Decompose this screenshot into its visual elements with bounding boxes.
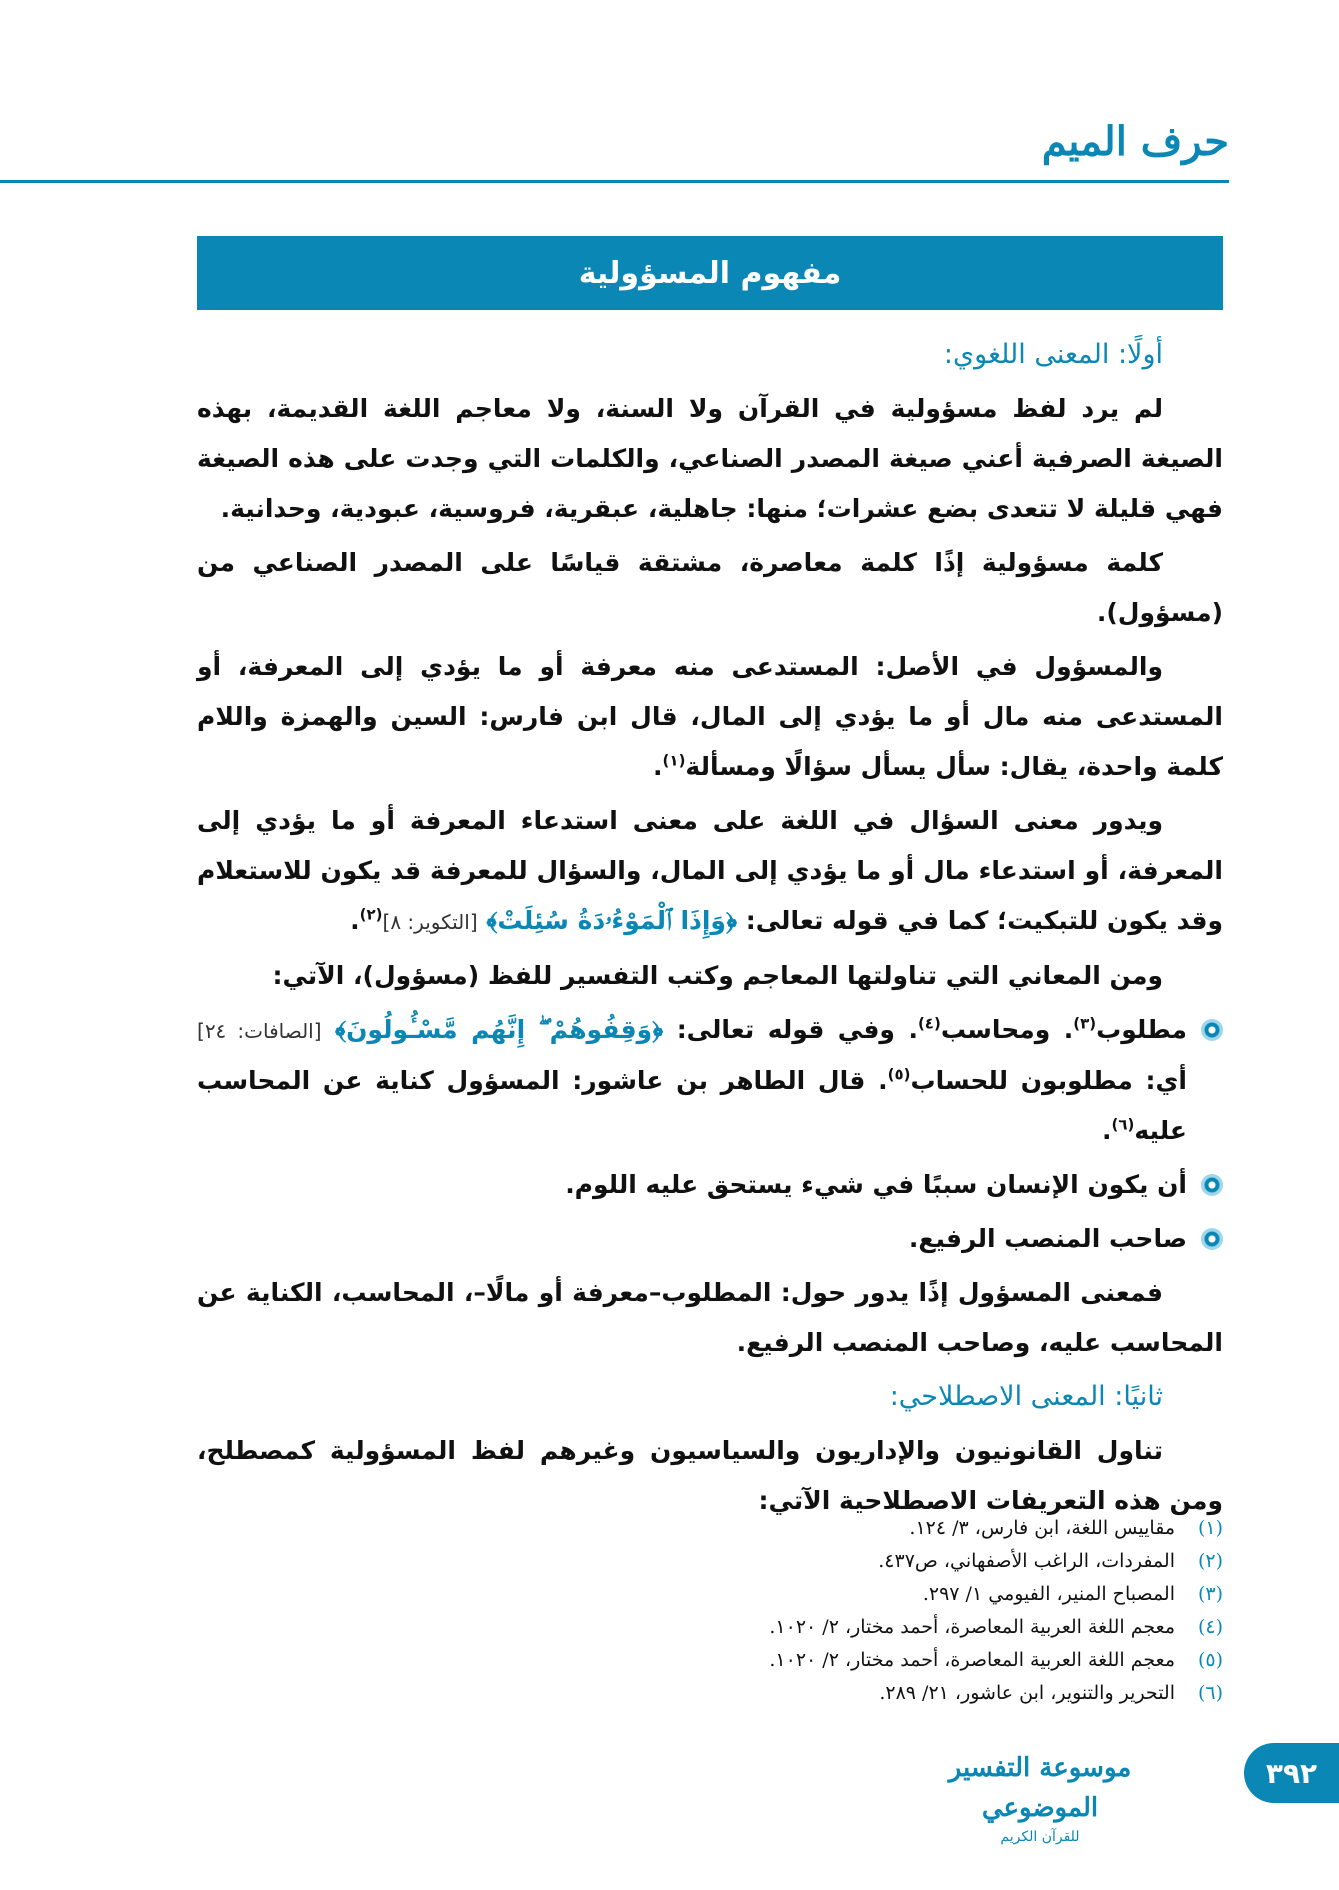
ornament-bullet-icon [1201, 1174, 1223, 1196]
footnote-item [197, 1578, 1223, 1611]
bullet-2-text: أن يكون الإنسان سببًا في شيء يستحق عليه اللوم. [565, 1170, 1187, 1199]
footnote-number: (٢) [1197, 1550, 1223, 1572]
footnote-item [197, 1644, 1223, 1677]
footnote-number: (٥) [1197, 1649, 1223, 1671]
footnote-item [197, 1611, 1223, 1644]
verse-reference-saffat: [الصافات: ٢٤] [197, 1019, 322, 1043]
paragraph-6: فمعنى المسؤول إذًا يدور حول: المطلوب–معرفة أو مالًا–، المحاسب، الكناية عن المحاسب عليه، وصاحب المنصب الرفيع. [197, 1278, 1223, 1357]
bullet-item-2 [197, 1160, 1223, 1210]
bullet-3-text: صاحب المنصب الرفيع. [908, 1224, 1187, 1253]
footnote-marker-1[interactable]: (١) [662, 751, 686, 770]
bullet-1-part-b: . ومحاسب [940, 1015, 1074, 1044]
main-text [197, 330, 1223, 1530]
page-number-tab [1244, 1743, 1339, 1803]
footnote-text: مقاييس اللغة، ابن فارس، ٣/ ١٢٤. [909, 1517, 1175, 1539]
footnote-marker-6[interactable]: (٦) [1111, 1115, 1135, 1134]
page-number: ٣٩٢ [1265, 1756, 1318, 1790]
footnote-item [197, 1677, 1223, 1710]
section-title-bar [197, 236, 1223, 310]
chapter-title: حرف الميم [1041, 118, 1229, 165]
section-title: مفهوم المسؤولية [578, 255, 842, 291]
bullet-item-3 [197, 1214, 1223, 1264]
paragraph-4: ويدور معنى السؤال في اللغة على معنى استدعاء المعرفة أو ما يؤدي إلى المعرفة، أو استدعاء مال أو ما يؤدي إلى المال، والسؤال للمعرفة قد يكون للاستعلام وقد يكون للتبكيت؛ كما في قوله تعالى: ﴿وَإِذَا ٱلْمَوْءُۥدَةُ سُئِلَتْ﴾ [التكوير: ٨]$^{(٢)}$. [197, 806, 1223, 935]
footnote-text: معجم اللغة العربية المعاصرة، أحمد مختار، ٢/ ١٠٢٠. [769, 1649, 1175, 1671]
footnote-marker-5[interactable]: (٥) [887, 1065, 911, 1084]
bullet-item-1: مطلوب$^{(٣)}$. ومحاسب$^{(٤)}$. وفي قوله تعالى: ﴿وَقِفُوهُمْ ۖ إِنَّهُم مَّسْـُٔولُونَ﴾ [الصافات: ٢٤] أي: مطلوبون للحساب$^{(٥)}$. قال الطاهر بن عاشور: المسؤول كناية عن المحاسب عليه$^{(٦)}$. [197, 1005, 1223, 1156]
footnote-marker-4[interactable]: (٤) [917, 1014, 941, 1033]
ornament-bullet-icon [1201, 1228, 1223, 1250]
footnote-number: (٤) [1197, 1616, 1223, 1638]
bullet-1-part-e: . قال الطاهر بن عاشور: المسؤول كناية عن المحاسب عليه [197, 1066, 1187, 1145]
paragraph-4-text: ويدور معنى السؤال في اللغة على معنى استدعاء المعرفة أو ما يؤدي إلى المعرفة، أو استدعاء مال أو ما يؤدي إلى المال، والسؤال للمعرفة قد يكون للاستعلام وقد يكون للتبكيت؛ كما في قوله تعالى: [197, 806, 1223, 935]
paragraph-2: كلمة مسؤولية إذًا كلمة معاصرة، مشتقة قياسًا على المصدر الصناعي من (مسؤول). [197, 548, 1223, 627]
logo-title: موسوعة التفسير الموضوعي [948, 1753, 1132, 1823]
heading-linguistic-meaning: أولًا: المعنى اللغوي: [943, 339, 1163, 370]
footnote-marker-2[interactable]: (٢) [359, 905, 383, 924]
quran-verse-saffat: ﴿وَقِفُوهُمْ ۖ إِنَّهُم مَّسْـُٔولُونَ﴾ [335, 1015, 664, 1044]
bullet-1-part-c: . وفي قوله تعالى: [676, 1015, 918, 1044]
footnote-marker-3[interactable]: (٣) [1073, 1014, 1097, 1033]
footnote-text: معجم اللغة العربية المعاصرة، أحمد مختار، ٢/ ١٠٢٠. [769, 1616, 1175, 1638]
paragraph-5: ومن المعاني التي تناولتها المعاجم وكتب التفسير للفظ (مسؤول)، الآتي: [272, 961, 1163, 990]
footnote-item [197, 1512, 1223, 1545]
footnotes [197, 1512, 1223, 1710]
header-rule [0, 180, 1229, 183]
encyclopedia-logo [890, 1748, 1190, 1845]
bullet-1-part-d: أي: مطلوبون للحساب [910, 1066, 1187, 1095]
quran-verse-takwir: ﴿وَإِذَا ٱلْمَوْءُۥدَةُ سُئِلَتْ﴾ [486, 906, 738, 935]
paragraph-1: لم يرد لفظ مسؤولية في القرآن ولا السنة، ولا معاجم اللغة القديمة، بهذه الصيغة الصرفية أعني صيغة المصدر الصناعي، والكلمات التي وجدت على هذه الصيغة فهي قليلة لا تتعدى بضع عشرات؛ منها: جاهلية، عبقرية، فروسية، عبودية، وحدانية. [197, 394, 1223, 523]
paragraph-3-text: والمسؤول في الأصل: المستدعى منه معرفة أو ما يؤدي إلى المعرفة، أو المستدعى منه مال أو ما يؤدي إلى المال، قال ابن فارس: السين والهمزة واللام كلمة واحدة، يقال: سأل يسأل سؤالًا ومسألة [197, 652, 1223, 781]
heading-technical-meaning: ثانيًا: المعنى الاصطلاحي: [889, 1381, 1163, 1412]
footnote-number: (٦) [1197, 1682, 1223, 1704]
bullet-1-part-a: مطلوب [1096, 1015, 1187, 1044]
ornament-bullet-icon [1201, 1019, 1223, 1041]
footnote-text: التحرير والتنوير، ابن عاشور، ٢١/ ٢٨٩. [879, 1682, 1175, 1704]
paragraph-7: تناول القانونيون والإداريون والسياسيون وغيرهم لفظ المسؤولية كمصطلح، ومن هذه التعريفات الاصطلاحية الآتي: [197, 1436, 1223, 1515]
logo-subtitle: للقرآن الكريم [1000, 1829, 1080, 1845]
footnote-number: (٣) [1197, 1583, 1223, 1605]
footnote-number: (١) [1197, 1517, 1223, 1539]
footnote-item [197, 1545, 1223, 1578]
footnote-text: المفردات، الراغب الأصفهاني، ص٤٣٧. [878, 1550, 1175, 1572]
paragraph-3: والمسؤول في الأصل: المستدعى منه معرفة أو ما يؤدي إلى المعرفة، أو المستدعى منه مال أو ما يؤدي إلى المال، قال ابن فارس: السين والهمزة واللام كلمة واحدة، يقال: سأل يسأل سؤالًا ومسألة$^{(١)}$. [197, 652, 1223, 781]
footnote-text: المصباح المنير، الفيومي ١/ ٢٩٧. [922, 1583, 1175, 1605]
verse-reference-takwir: [التكوير: ٨] [382, 910, 478, 934]
